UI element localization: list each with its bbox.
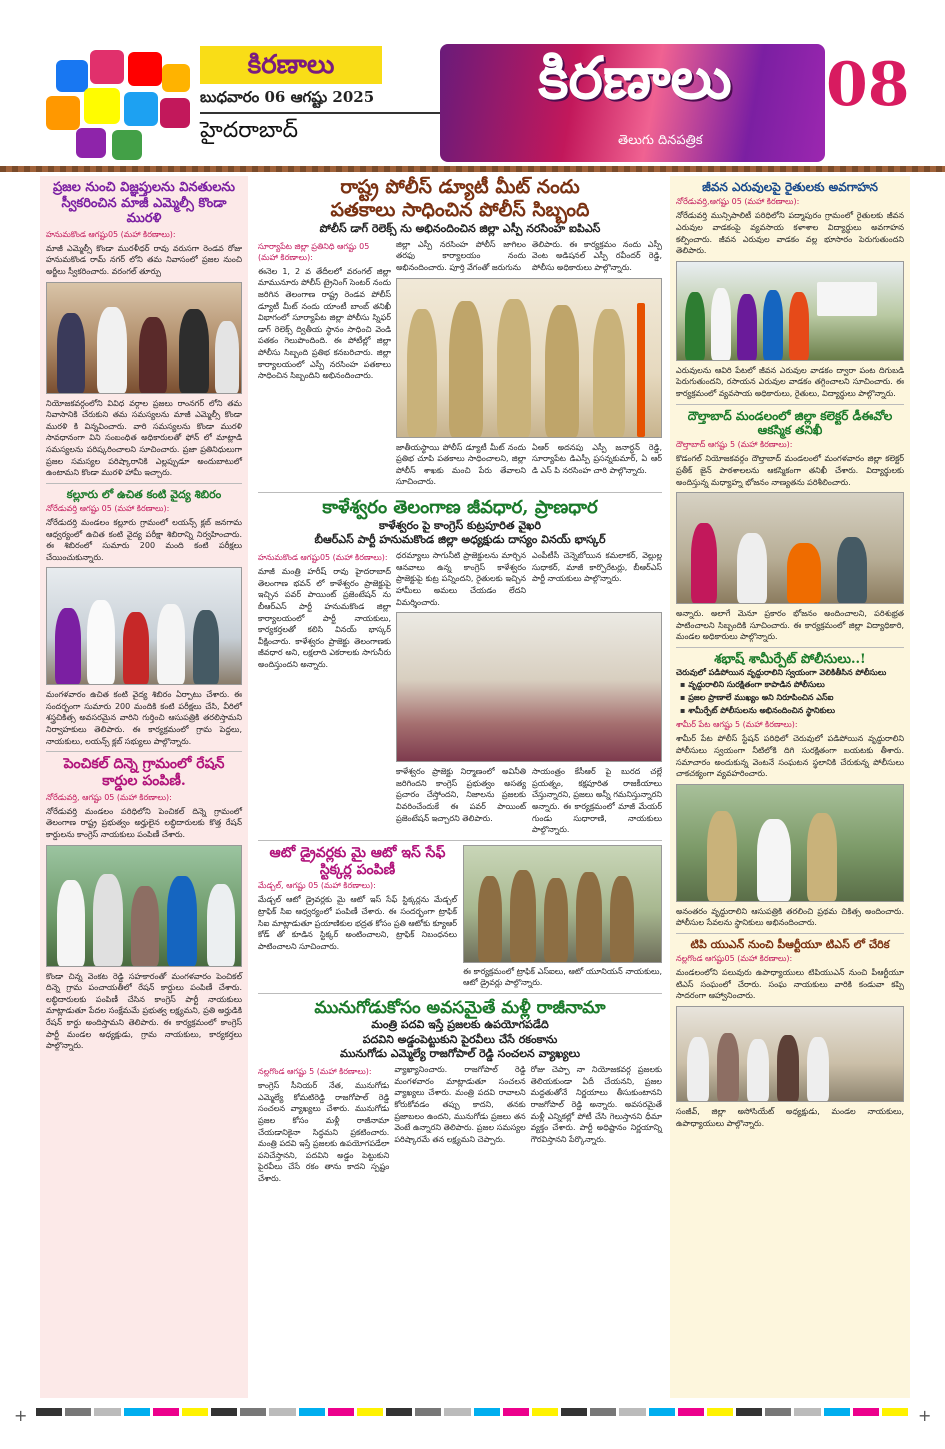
- dateline: నోరేడువర్తి ఆగష్టు 05 (మహా కిరణాలు):: [46, 503, 170, 513]
- news-photo: [676, 492, 904, 604]
- subheadline: కాళేశ్వరం పై కాంగ్రెస్ కుట్రపూరిత వైఖరి: [379, 518, 541, 532]
- news-photo: [676, 261, 904, 361]
- article-body: కాంగ్రెస్ సీనియర్ నేత, మునుగోడు ఎమ్మెల్యే కోమటిరెడ్డి రాజగోపాల్ రెడ్డి సంచలన వ్యాఖ్యలు చేశారు. మునుగోడు ప్రజల కోసం మళ్లీ రాజీనామా చేయడానికైనా సిద్ధమని ప్రకటించారు. మంత్రి పదవి ఇస్తే ప్రజలకు ఉపయోగపడేలా పనిచేస్తానని, పదవిని అడ్డం పెట్టుకుని పైరవీలు చేసే రకం తాను కాదని స్పష్టం చేశారు.: [258, 1081, 390, 1183]
- subheadline: బీఆర్ఎస్ పార్టీ హనుమకొండ జిల్లా అధ్యక్షుడు దాస్యం వినయ్ భాస్కర్: [314, 532, 606, 546]
- instagram-icon: [90, 50, 124, 84]
- article-body: నోరేడుదర్తి మండలం కల్లూరు గ్రామంలో లయన్స్ క్లబ్ జనగామ ఆధ్వర్యంలో ఉచిత కంటి వైద్య పరీక్షా శిబిరాన్ని నిర్వహించారు. ఈ శిబిరంలో సుమారు 200 మంది కంటి పరీక్షలు చేయించుకున్నారు.: [46, 517, 242, 562]
- headline: టిపి యుఎన్ నుంచి పీఆర్టీయూ టిఎస్ లో చేరిక: [690, 938, 890, 952]
- middle-column: [254, 176, 666, 1398]
- article-body: నోరేడువర్తి మున్సిపాలిటీ పరిధిలోని పద్మాపురం గ్రామంలో రైతులకు జీవన ఎరువుల వాడకంపై వ్యవసాయ కళాశాల విద్యార్థులు అవగాహన కల్పించారు. జీవన ఎరువుల వాడకం వల్ల భూసారం పెరుగుతుందని తెలిపారు.: [676, 211, 904, 256]
- article-konda-murali: [46, 180, 242, 479]
- article-body: కొడంగల్ నియోజకవర్గం దౌల్తాబాద్ మండలంలో మంగళవారం జిల్లా కలెక్టర్ ప్రతీక్ జైన్ పాఠశాలలను ఆకస్మికంగా తనిఖీ చేశారు. విద్యార్థులకు అందిస్తున్న మధ్యాహ్న భోజనం నాణ్యతను పరిశీలించారు.: [676, 454, 904, 487]
- article-body: సంజీవ్, జిల్లా అసోసియేట్ అధ్యక్షుడు, మండల నాయకులు, ఉపాధ్యాయులు పాల్గొన్నారు.: [676, 1107, 904, 1128]
- list-item: ▪ ప్రజల ప్రాణాలే ముఖ్యం అని నిరూపించిన ఎస్ఐ: [680, 692, 904, 705]
- headline: రాష్ట్ర పోలీస్ డ్యూటీ మీట్ నందు: [340, 176, 580, 198]
- article-body: జిల్లా ఎస్పీ నరసింహ పోలీస్ జాగిలం తరఫు కార్యాలయం నందు అభినందించారు. పూర్తి వేగంతో జరుగును: [396, 239, 526, 273]
- masthead-divider: [200, 112, 440, 114]
- headline: దౌల్తాబాద్ మండలంలో జిల్లా కలెక్టర్ డీఈవోల ఆకస్మిక తనిఖీ: [687, 408, 893, 437]
- divider: [258, 993, 662, 994]
- masthead: [0, 0, 945, 168]
- headline: ఆటో డ్రైవర్లకు మై ఆటో ఇస్ సేఫ్ స్టిక్కర్ల పంపిణీ: [269, 844, 446, 878]
- page-number: 08: [826, 50, 910, 120]
- news-photo: [396, 612, 662, 762]
- dateline: నోరేడువర్తి,ఆగష్టు 05 (మహా కిరణాలు):: [676, 197, 800, 207]
- news-photo: [396, 278, 662, 438]
- headline: జీవన ఎరువులపై రైతులకు అవగాహన: [702, 180, 878, 194]
- linkedin-icon: [56, 60, 88, 92]
- article-shamirpet-police: [676, 652, 904, 929]
- article-eye-camp: [46, 488, 242, 748]
- article-body: తెలిపారు. ఈ కార్యక్రమం నందు ఎస్పీ వెంట అడిషనల్ ఎస్పీ రవీందర్ రెడ్డి, పోలీసు అధికారులు పాల్గొన్నారు.: [532, 239, 662, 273]
- article-body: మంగళవారం ఉచిత కంటి వైద్య శిబిరం ఏర్పాటు చేశారు. ఈ సందర్భంగా సుమారు 200 మందికి కంటి పరీక్షలు చేసి, వీరిలో శస్త్రచికిత్స అవసరమైన వారిని గుర్తించి ఆసుపత్రికి తరలిస్తామని నిర్వాహకులు తెలిపారు. ఈ కార్యక్రమంలో గ్రామ పెద్దలు, నాయకులు, లయన్స్ క్లబ్ సభ్యులు పాల్గొన్నారు.: [46, 690, 242, 746]
- dateline: మేడ్చల్, ఆగష్టు 05 (మహా కిరణాలు):: [258, 881, 376, 891]
- share-icon: [46, 96, 80, 130]
- highlights-list: [676, 679, 904, 717]
- left-column: [40, 176, 248, 1398]
- chat-icon: [112, 130, 142, 160]
- article-body: అన్నారు. అలాగే మెనూ ప్రకారం భోజనం అందించాలని, పరిశుభ్రత పాటించాలని సిబ్బందికి సూచించారు. ఈ కార్యక్రమంలో జిల్లా విద్యాధికారి, మండల అధికారులు పాల్గొన్నారు.: [676, 609, 904, 642]
- article-body: నియోజకవర్గంలోని వివిధ వర్గాల ప్రజలు రాంనగర్ లోని తమ నివాసానికి చేరుకుని తమ సమస్యలను మాజీ ఎమ్మెల్సీ కొండా మురళి కి విన్నవించారు. వారి సమస్యలను కొండా మురళి సావధానంగా విని సంబంధిత అధికారులతో ఫోన్ లో మాట్లాడి సమస్యలను పరిష్కరించాలని సూచించారు. ప్రజా ప్రతినిధులుగా ప్రజల సమస్యల పరిష్కారానికి ఎల్లప్పుడూ అందుబాటులో ఉంటామని కొండా మురళి హామీ ఇచ్చారు.: [46, 398, 242, 478]
- pinterest-icon: [160, 98, 190, 128]
- subheadline: మంత్రి పదవి ఇస్తే ప్రజలకు ఉపయోగపడేది: [371, 1018, 549, 1032]
- article-body: మండలంలోని పలువురు ఉపాధ్యాయులు టిపియుఎన్ నుంచి పీఆర్టీయూ టిఎస్ సంఘంలో చేరారు. సంఘ నాయకులు వారికి కండువా కప్పి సాదరంగా ఆహ్వానించారు.: [676, 968, 904, 1001]
- headline: పెంచికల్ దిన్నె గ్రామంలో రేషన్ కార్డుల పంపిణీ.: [63, 756, 225, 790]
- article-body: ఏఆర్ అదనపు ఎస్పీ జనార్ధన్ రెడ్డి, సూర్యాపేట డిఎస్పీ ప్రసన్నకుమార్, ఏ ఆర్ డి ఎస్ పి నరసింహ చారి పాల్గొన్నారు.: [532, 442, 662, 475]
- flickr-icon: [76, 128, 106, 158]
- article-body: జాతీయస్థాయి పోలీస్ డ్యూటీ మీట్ నందు ప్రతిభ చూపి పతకాలు సాధించాలని, జిల్లా పోలీస్ శాఖకు మంచి పేరు తేవాలని సూచించారు.: [396, 442, 526, 487]
- divider: [676, 404, 904, 405]
- print-registration-bar: [0, 1400, 945, 1425]
- headline: పతకాలు సాధించిన పోలీస్ సిబ్బంది: [330, 198, 590, 221]
- article-body: ఎంపీటీసీ చెన్నెబోయిన కమలాకర్, వెల్లుల్ల సుధాకర్, మాజీ కార్పొరేటర్లు, బీఆర్ఎస్ పార్టీ నాయకులు పాల్గొన్నారు.: [532, 551, 662, 584]
- dateline: హనుమకొండ ఆగష్టు05 (మహా కిరణాలు):: [258, 553, 388, 563]
- subheadline: పోలీస్ డాగ్ రెలెక్స్ ను అభినందించిన జిల్లా ఎస్పీ నరసింహ ఐపిఎస్: [319, 221, 601, 235]
- edition-city: హైదరాబాద్: [200, 118, 298, 143]
- right-column: [670, 176, 910, 1398]
- article-collector-inspection: [676, 409, 904, 643]
- article-ration-cards: [46, 756, 242, 1052]
- snapchat-icon: [84, 88, 120, 124]
- newspaper-logo: కిరణాలు: [538, 44, 732, 112]
- divider: [46, 751, 242, 752]
- article-body: నోరేడువర్తి మండలం పరిధిలోని పెంచికల్ దిన్నె గ్రామంలో తెలంగాణ రాష్ట్ర ప్రభుత్వం అర్హులైన లబ్ధిదారులకు కొత్త రేషన్ కార్డులను కాంగ్రెస్ నాయకులు పంపిణీ చేశారు.: [46, 806, 242, 840]
- article-body: ఈనెల 1, 2 వ తేదీలలో వరంగల్ జిల్లా మామునూరు పోలీస్ ట్రైనింగ్ సెంటర్ నందు జరిగిన తెలంగాణ రాష్ట్ర రెండవ పోలీస్ డ్యూటీ మీట్ నందు యాంటీ బాంబ్ తనిఖీ విభాగంలో సూర్యాపేట జిల్లా పోలీసు స్నిఫర్ డాగ్ రెలెక్స్ ద్వితీయ స్థానం సాధించి వెండి పతకం గెలుపొందింది. ఈ పోటీల్లో జిల్లా పోలీసు సిబ్బంది ప్రతిభ కనబరిచారు. జిల్లా కార్యాలయంలో ఎస్పీ నరసింహ పతకాలు సాధించిన సిబ్బందిని అభినందించారు.: [258, 266, 391, 381]
- divider: [258, 840, 662, 841]
- article-bio-fertilizers: [676, 180, 904, 400]
- list-item: ▪ శామీర్పేట్ పోలీసులను అభినందించిన స్థానికులు: [680, 705, 904, 718]
- divider: [46, 483, 242, 484]
- article-police-duty-meet: [258, 176, 662, 488]
- news-photo: [676, 1006, 904, 1102]
- article-body: సాయంత్రం కేసీఆర్ పై బురద చల్లే ప్రయత్నం, కక్షపూరిత రాజకీయాలు చేస్తున్నారని, ప్రజలు అన్నీ గమనిస్తున్నారని అన్నారు. ఈ కార్యక్రమంలో మాజీ మేయర్ గుండు సుధారాణి, నాయకులు పాల్గొన్నారు.: [532, 767, 662, 835]
- article-body: వ్యాఖ్యానించారు. రాజగోపాల్ రెడ్డి మంగళవారం మాట్లాడుతూ సంచలన వ్యాఖ్యలు చేశారు. మంత్రి పదవి రావాలని కోరుకోవడం తప్పు కాదని, తనకు ప్రజాబలం ఉందని, మునుగోడు ప్రజలు తన వెంటే ఉన్నారని తెలిపారు. ప్రజల సమస్యల పరిష్కారమే తన లక్ష్యమని చెప్పారు.: [394, 1065, 526, 1144]
- tagline: తెలుగు దినపత్రిక: [618, 133, 703, 148]
- subheadline: పదవిని అడ్డంపెట్టుకుని పైరవీలు చేసే రకంకాను: [362, 1032, 558, 1046]
- twitter-icon: [124, 92, 158, 126]
- subheadline: మునుగోడు ఎమ్మెల్యే రాజగోపాల్ రెడ్డి సంచలన వ్యాఖ్యలు: [339, 1046, 581, 1060]
- masthead-rule: [0, 166, 945, 172]
- news-photo: [676, 784, 904, 902]
- article-body: మాజీ మంత్రి హరీష్ రావు హైదరాబాద్ తెలంగాణ భవన్ లో కాళేశ్వరం ప్రాజెక్టుపై ఇచ్చిన పవర్ పాయింట్ ప్రజెంటేషన్ ను బీఆర్ఎస్ పార్టీ హనుమకొండ జిల్లా కార్యాలయంలో పార్టీ నాయకులు, కార్యకర్తలతో కలిసి వినయ్ భాస్కర్ వీక్షించారు. కాళేశ్వరం ప్రాజెక్టు తెలంగాణకు జీవధార అని, లక్షలాది ఎకరాలకు సాగునీరు అందిస్తుందని అన్నారు.: [258, 567, 391, 669]
- divider: [258, 492, 662, 493]
- headline: ప్రజల నుంచి విజ్ఞప్తులను వినతులను స్వీకరించిన మాజీ ఎమ్మెల్సీ కొండా మురళి: [52, 180, 236, 227]
- article-body: ధరమ్యాలు సాగునీటి ప్రాజెక్టులను మార్చిన ఆనవాలు ఉన్న కాంగ్రెస్ కాళేశ్వరం ప్రాజెక్టుపై కుట్ర పన్నిందని, రైతులకు ఇచ్చిన హామీలు అమలు చేయడం లేదని విమర్శించారు.: [396, 551, 526, 607]
- headline: కల్లూరు లో ఉచిత కంటి వైద్య శిబిరం: [66, 487, 222, 501]
- dateline: సూర్యాపేట జిల్లా ప్రతినిధి ఆగష్టు 05 (మహా కిరణాలు):: [258, 241, 370, 262]
- article-body: అనంతరం వృద్దురాలిని ఆసుపత్రికి తరలించి ప్రథమ చికిత్స అందించారు. పోలీసుల సేవలను స్థానికులు అభినందించారు.: [676, 906, 904, 928]
- registration-mark-icon: +: [14, 1406, 28, 1425]
- photo-caption: ఈ కార్యక్రమంలో ట్రాఫిక్ ఎస్ఐలు, ఆటో యూనియన్ నాయకులు, ఆటో డ్రైవర్లు పాల్గొన్నారు.: [463, 966, 662, 988]
- article-body: రోజు చెప్పా నా నియోజకవర్గ ప్రజలకు తెలియకుండా ఏదీ చేయనని, ప్రజల మద్దతుతోనే నిర్ణయాలు తీసుకుంటానని రాజగోపాల్ రెడ్డి అన్నారు. అవసరమైతే మళ్లీ ఎన్నికల్లో పోటీ చేసి గెలుస్తానని ధీమా వ్యక్తం చేశారు. పార్టీ అధిష్టానం నిర్ణయాన్ని గౌరవిస్తానని పేర్కొన్నారు.: [530, 1065, 662, 1144]
- article-body: కాళేశ్వరం ప్రాజెక్టు నిర్మాణంలో అవినీతి జరిగిందని కాంగ్రెస్ ప్రభుత్వం అసత్య ప్రచారం చేస్తోందని, నిజాలను ప్రజలకు వివరించేందుకే ఈ పవర్ పాయింట్ ప్రజెంటేషన్ ఇచ్చారని తెలిపారు.: [396, 767, 526, 823]
- dateline: దౌల్తాబాద్ ఆగష్టు 5 (మహా కిరణాలు):: [676, 440, 793, 450]
- headline: మునుగోడుకోసం అవసమైతే మళ్లీ రాజీనామా: [314, 997, 606, 1018]
- youtube-icon: [128, 52, 162, 86]
- dateline: నల్లగొండ ఆగష్టు 5 (మహా కిరణాలు):: [258, 1067, 372, 1077]
- dateline: శామీర్ పేట ఆగష్టు 5 (మహా కిరణాలు):: [676, 720, 798, 730]
- article-auto-stickers: [258, 845, 662, 989]
- rss-icon: [162, 64, 190, 92]
- intro: చెరువులో పడిపోయిన వృద్దురాలిని స్వయంగా వెలికితీసిన పోలీసులు: [676, 668, 887, 678]
- article-prtu-joining: [676, 938, 904, 1129]
- divider: [676, 933, 904, 934]
- news-photo: [463, 845, 662, 963]
- social-media-cubes-graphic: [46, 40, 196, 160]
- headline: శభాష్ శామీర్పేట్ పోలీసులు..!: [714, 651, 866, 667]
- dateline: హనుమకొండ ఆగష్టు05 (మహా కిరణాలు):: [46, 229, 176, 239]
- list-item: ▪ వృద్దురాలిని సురక్షితంగా కాపాడిన పోలీసులు: [680, 679, 904, 692]
- article-body: ఎరువులను ఆవిరి పేటలో జీవన ఎరువుల వాడకం ద్వారా పంట దిగుబడి పెరుగుతుందని, రసాయన ఎరువుల వాడకం తగ్గించాలని సూచించారు. ఈ కార్యక్రమంలో వ్యవసాయ అధికారులు, రైతులు, విద్యార్థులు పాల్గొన్నారు.: [676, 365, 904, 398]
- article-kaleshwaram: [258, 497, 662, 836]
- dateline: నల్లగొండ ఆగష్టు05 (మహా కిరణాలు):: [676, 954, 793, 964]
- news-photo: [46, 845, 242, 967]
- article-munugode: [258, 998, 662, 1185]
- dateline: నోరేడువర్తి, ఆగష్టు 05 (మహా కిరణాలు):: [46, 792, 172, 802]
- news-photo: [46, 567, 242, 685]
- small-logo: కిరణాలు: [200, 46, 382, 84]
- issue-date: బుధవారం 06 ఆగష్టు 2025: [200, 88, 375, 106]
- article-body: మాజీ ఎమ్మెల్సీ కొండా మురళీధర్ రావు వరుసగా రెండవ రోజు హనుమకొండ రామ్ నగర్ లోని తమ నివాసంలో ప్రజల నుంచి అర్జీలు స్వీకరించారు. వరంగల్ తూర్పు: [46, 243, 242, 276]
- color-swatches: [36, 1408, 908, 1416]
- registration-mark-icon: +: [918, 1406, 932, 1425]
- headline: కాళేశ్వరం తెలంగాణ జీవధార, ప్రాణధార: [322, 497, 598, 519]
- article-body: కొండా చిన్న వెంకట రెడ్డి సహకారంతో మంగళవారం పెంచికల్ దిన్నె గ్రామ పంచాయతీలో రేషన్ కార్డులు పంపిణీ చేశారు. లబ్ధిదారులకు పంపిణీ చేసిన కాంగ్రెస్ పార్టీ నాయకులు మాట్లాడుతూ పేదల సంక్షేమమే ప్రభుత్వ లక్ష్యమని, ప్రతి అర్హుడికి రేషన్ కార్డు అందిస్తామని తెలిపారు. ఈ కార్యక్రమంలో కాంగ్రెస్ పార్టీ మండల అధ్యక్షుడు, గ్రామ నాయకులు, కార్యకర్తలు పాల్గొన్నారు.: [46, 971, 242, 1051]
- article-body: శామీర్ పేట పోలీస్ స్టేషన్ పరిధిలో చెరువులో పడిపోయిన వృద్దురాలిని పోలీసులు స్వయంగా నీటిలోకి దిగి సురక్షితంగా బయటకు తీశారు. సమాచారం అందుకున్న వెంటనే సంఘటన స్థలానికి చేరుకున్న పోలీసులు చాకచక్యంగా వ్యవహరించారు.: [676, 734, 904, 779]
- article-body: మేడ్చల్ ఆటో డ్రైవర్లకు మై ఆటో ఇస్ సేఫ్ స్టిక్కర్లను మేడ్చల్ ట్రాఫిక్ సిఐ ఆధ్వర్యంలో పంపిణీ చేశారు. ఈ సందర్భంగా ట్రాఫిక్ సిఐ మాట్లాడుతూ ప్రయాణికుల భద్రత కోసం ప్రతి ఆటోకు క్యూఆర్ కోడ్ తో కూడిన స్టిక్కర్ అంటించాలని, ట్రాఫిక్ నిబంధనలు పాటించాలని సూచించారు.: [258, 895, 457, 951]
- news-photo: [46, 282, 242, 394]
- divider: [676, 647, 904, 648]
